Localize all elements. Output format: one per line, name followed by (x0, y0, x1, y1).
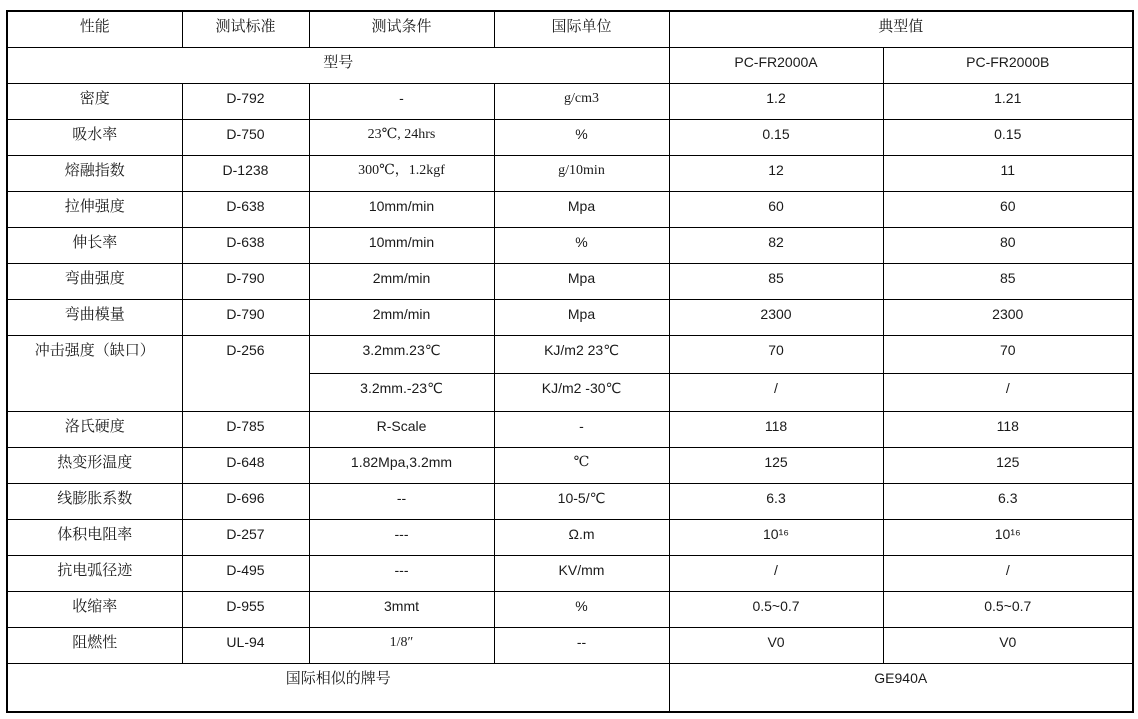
condition-cell: 1.82Mpa,3.2mm (309, 447, 494, 483)
standard-cell: D-648 (182, 447, 309, 483)
value-b-cell: 1.21 (883, 83, 1133, 119)
model-a-cell: PC-FR2000A (669, 47, 883, 83)
standard-cell: D-792 (182, 83, 309, 119)
value-b-cell: 0.15 (883, 119, 1133, 155)
property-cell: 弯曲模量 (7, 299, 182, 335)
condition-cell: 3.2mm.23℃ (309, 335, 494, 373)
value-b-cell: 11 (883, 155, 1133, 191)
value-b-cell: 0.5~0.7 (883, 591, 1133, 627)
header-unit: 国际单位 (494, 11, 669, 47)
standard-cell: UL-94 (182, 627, 309, 663)
standard-cell: D-750 (182, 119, 309, 155)
model-label: 型号 (7, 47, 669, 83)
unit-cell: KV/mm (494, 555, 669, 591)
condition-cell: 10mm/min (309, 191, 494, 227)
table-row (7, 119, 1133, 155)
unit-cell: 10-5/℃ (494, 483, 669, 519)
standard-cell: D-696 (182, 483, 309, 519)
unit-cell: KJ/m2 23℃ (494, 335, 669, 373)
property-cell: 冲击强度（缺口） (7, 335, 182, 411)
property-cell: 密度 (7, 83, 182, 119)
value-b-cell: V0 (883, 627, 1133, 663)
unit-cell: ℃ (494, 447, 669, 483)
standard-cell: D-495 (182, 555, 309, 591)
table-row (7, 411, 1133, 447)
table-row (7, 191, 1133, 227)
property-cell: 阻燃性 (7, 627, 182, 663)
header-row (7, 11, 1133, 47)
standard-cell: D-785 (182, 411, 309, 447)
value-b-cell: 10¹⁶ (883, 519, 1133, 555)
condition-cell: 3.2mm.-23℃ (309, 373, 494, 411)
table-row (7, 263, 1133, 299)
property-cell: 伸长率 (7, 227, 182, 263)
header-typical: 典型值 (669, 11, 1133, 47)
condition-cell: 10mm/min (309, 227, 494, 263)
property-cell: 体积电阻率 (7, 519, 182, 555)
condition-cell: 300℃，1.2kgf (309, 155, 494, 191)
property-cell: 洛氏硬度 (7, 411, 182, 447)
material-properties-table (6, 10, 1134, 713)
value-b-cell: 2300 (883, 299, 1133, 335)
value-b-cell: 70 (883, 335, 1133, 373)
condition-cell: 2mm/min (309, 263, 494, 299)
table-row (7, 483, 1133, 519)
table-row (7, 299, 1133, 335)
standard-cell: D-256 (182, 335, 309, 411)
value-a-cell: 0.15 (669, 119, 883, 155)
header-standard: 测试标准 (182, 11, 309, 47)
property-cell: 吸水率 (7, 119, 182, 155)
header-property: 性能 (7, 11, 182, 47)
table-row (7, 447, 1133, 483)
table-row (7, 155, 1133, 191)
condition-cell: R-Scale (309, 411, 494, 447)
table-row (7, 519, 1133, 555)
value-b-cell: / (883, 373, 1133, 411)
value-a-cell: 2300 (669, 299, 883, 335)
condition-cell: --- (309, 555, 494, 591)
value-a-cell: / (669, 373, 883, 411)
table-row (7, 591, 1133, 627)
value-b-cell: 80 (883, 227, 1133, 263)
unit-cell: % (494, 119, 669, 155)
model-row (7, 47, 1133, 83)
property-cell: 拉伸强度 (7, 191, 182, 227)
value-a-cell: 125 (669, 447, 883, 483)
unit-cell: Mpa (494, 263, 669, 299)
table-row (7, 555, 1133, 591)
unit-cell: Mpa (494, 191, 669, 227)
footer-label: 国际相似的牌号 (7, 663, 669, 712)
value-a-cell: 12 (669, 155, 883, 191)
property-cell: 线膨胀系数 (7, 483, 182, 519)
condition-cell: 23℃, 24hrs (309, 119, 494, 155)
table-row (7, 83, 1133, 119)
value-b-cell: 60 (883, 191, 1133, 227)
condition-cell: - (309, 83, 494, 119)
value-a-cell: V0 (669, 627, 883, 663)
impact-row-1 (7, 335, 1133, 373)
condition-cell: 3mmt (309, 591, 494, 627)
standard-cell: D-790 (182, 263, 309, 299)
unit-cell: Ω.m (494, 519, 669, 555)
unit-cell: Mpa (494, 299, 669, 335)
unit-cell: g/10min (494, 155, 669, 191)
model-b-cell: PC-FR2000B (883, 47, 1133, 83)
header-condition: 测试条件 (309, 11, 494, 47)
standard-cell: D-638 (182, 227, 309, 263)
standard-cell: D-257 (182, 519, 309, 555)
unit-cell: % (494, 591, 669, 627)
table-row (7, 227, 1133, 263)
value-a-cell: 82 (669, 227, 883, 263)
property-cell: 热变形温度 (7, 447, 182, 483)
unit-cell: g/cm3 (494, 83, 669, 119)
value-a-cell: 70 (669, 335, 883, 373)
condition-cell: -- (309, 483, 494, 519)
condition-cell: 2mm/min (309, 299, 494, 335)
value-a-cell: 0.5~0.7 (669, 591, 883, 627)
value-a-cell: 60 (669, 191, 883, 227)
property-cell: 弯曲强度 (7, 263, 182, 299)
value-a-cell: 10¹⁶ (669, 519, 883, 555)
unit-cell: % (494, 227, 669, 263)
condition-cell: 1/8″ (309, 627, 494, 663)
unit-cell: -- (494, 627, 669, 663)
unit-cell: - (494, 411, 669, 447)
value-b-cell: 125 (883, 447, 1133, 483)
standard-cell: D-1238 (182, 155, 309, 191)
value-b-cell: 85 (883, 263, 1133, 299)
value-b-cell: 6.3 (883, 483, 1133, 519)
standard-cell: D-790 (182, 299, 309, 335)
value-a-cell: / (669, 555, 883, 591)
value-b-cell: 118 (883, 411, 1133, 447)
standard-cell: D-955 (182, 591, 309, 627)
value-a-cell: 118 (669, 411, 883, 447)
value-b-cell: / (883, 555, 1133, 591)
property-cell: 收缩率 (7, 591, 182, 627)
condition-cell: --- (309, 519, 494, 555)
footer-value: GE940A (669, 663, 1133, 712)
value-a-cell: 85 (669, 263, 883, 299)
value-a-cell: 1.2 (669, 83, 883, 119)
property-cell: 抗电弧径迹 (7, 555, 182, 591)
standard-cell: D-638 (182, 191, 309, 227)
footer-row (7, 663, 1133, 712)
property-cell: 熔融指数 (7, 155, 182, 191)
value-a-cell: 6.3 (669, 483, 883, 519)
table-row (7, 627, 1133, 663)
unit-cell: KJ/m2 -30℃ (494, 373, 669, 411)
